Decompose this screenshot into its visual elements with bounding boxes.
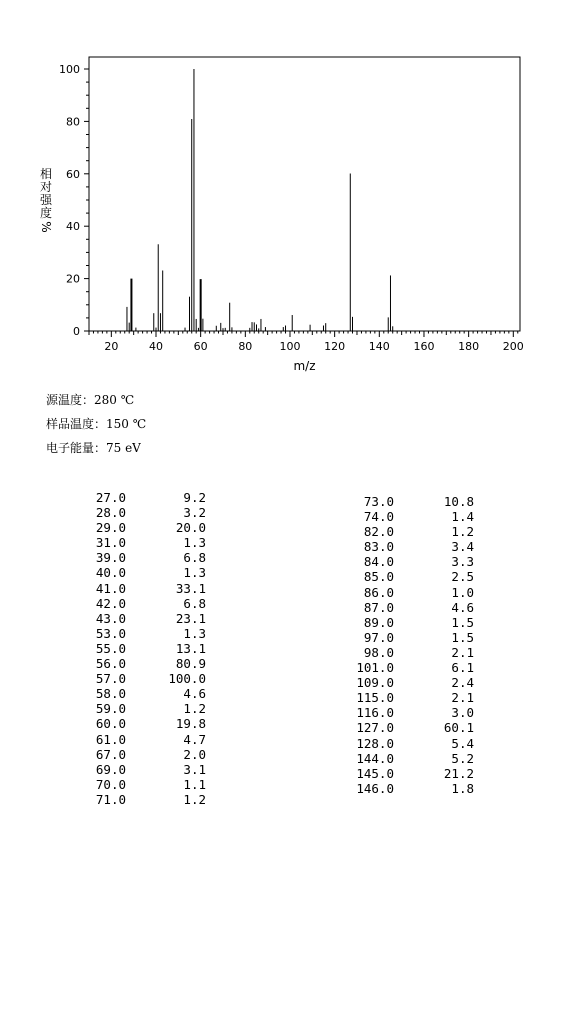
y-tick-label: 40 [66,220,80,234]
abundance-value: 19.8 [175,716,206,732]
y-tick-label: 100 [59,63,80,76]
table-row [314,675,474,690]
mz-value: 70.0 [95,776,126,792]
x-tick-label: 180 [458,340,480,353]
y-label-unit: % [39,221,53,233]
x-tick-label: 40 [148,340,163,353]
table-row [46,656,206,671]
abundance-value: 6.8 [183,595,206,611]
mz-value: 73.0 [363,494,394,509]
y-label-char: 对 [39,180,53,194]
mz-value: 85.0 [363,569,394,585]
mz-value: 60.0 [95,716,126,732]
table-row [46,792,206,807]
abundance-value: 2.4 [451,675,474,691]
x-tick-label: 120 [324,340,346,353]
table-row [314,569,474,584]
table-row [46,626,206,641]
table-row [314,554,474,569]
mz-value: 83.0 [363,539,394,555]
mz-value: 115.0 [356,690,394,706]
table-row [314,494,474,509]
mz-value: 59.0 [95,701,126,717]
table-row [46,671,206,686]
abundance-value: 1.3 [183,625,206,641]
mz-value: 97.0 [363,629,394,645]
abundance-value: 1.3 [183,565,206,581]
abundance-value: 9.2 [183,490,206,505]
mz-value: 109.0 [356,675,394,691]
abundance-value: 5.4 [451,735,474,751]
mz-value: 43.0 [95,610,126,626]
mass-spectrum-chart [0,0,570,380]
abundance-value: 33.1 [175,580,206,596]
table-row [314,705,474,720]
mz-value: 39.0 [95,550,126,566]
abundance-value: 3.3 [451,554,474,570]
table-row [314,660,474,675]
table-row [314,751,474,766]
x-tick-label: 140 [368,340,390,353]
abundance-value: 21.2 [443,765,474,781]
mz-value: 56.0 [95,656,126,672]
abundance-value: 4.6 [451,599,474,615]
peak-table-right [314,494,474,796]
y-axis-label [39,166,53,233]
table-row [314,720,474,735]
abundance-value: 1.5 [451,629,474,645]
source-temperature: 源温度：280 ℃ [46,393,135,407]
abundance-value: 4.6 [183,686,206,702]
mz-value: 57.0 [95,671,126,687]
mz-value: 89.0 [363,614,394,630]
abundance-value: 3.4 [451,539,474,555]
table-row [46,581,206,596]
mz-value: 87.0 [363,599,394,615]
x-axis-ticks [89,331,524,353]
mz-value: 84.0 [363,554,394,570]
abundance-value: 1.3 [183,535,206,551]
mz-value: 40.0 [95,565,126,581]
abundance-value: 6.8 [183,550,206,566]
table-row [314,781,474,796]
table-row [46,490,206,505]
abundance-value: 2.1 [451,644,474,660]
mz-value: 28.0 [95,505,126,521]
mz-value: 98.0 [363,644,394,660]
abundance-value: 3.1 [183,761,206,777]
mz-value: 116.0 [356,705,394,721]
abundance-value: 6.1 [451,660,474,676]
mz-value: 146.0 [356,780,394,796]
mz-value: 53.0 [95,625,126,641]
mz-value: 61.0 [95,731,126,747]
abundance-value: 10.8 [443,494,474,509]
table-row [46,732,206,747]
x-tick-label: 60 [193,340,208,353]
mz-value: 29.0 [95,520,126,536]
mz-value: 55.0 [95,640,126,656]
table-row [46,550,206,565]
y-tick-label: 80 [66,115,80,129]
table-row [46,762,206,777]
table-row [46,747,206,762]
x-tick-label: 160 [413,340,435,353]
table-row [46,596,206,611]
mz-value: 31.0 [95,535,126,551]
y-label-char: 度 [39,206,53,220]
abundance-value: 23.1 [175,610,206,626]
abundance-value: 5.2 [451,750,474,766]
table-row [314,585,474,600]
mz-value: 74.0 [363,509,394,525]
table-row [46,611,206,626]
y-tick-label: 20 [66,272,80,286]
abundance-value: 1.8 [451,780,474,796]
mz-value: 42.0 [95,595,126,611]
abundance-value: 13.1 [175,640,206,656]
y-label-char: 强 [39,193,53,207]
table-row [46,686,206,701]
mz-value: 67.0 [95,746,126,762]
x-tick-label: 200 [502,340,524,353]
table-row [314,690,474,705]
table-row [46,520,206,535]
table-row [46,505,206,520]
mz-value: 86.0 [363,584,394,600]
table-row [314,524,474,539]
abundance-value: 2.5 [451,569,474,585]
mz-value: 128.0 [356,735,394,751]
abundance-value: 1.0 [451,584,474,600]
mz-value: 71.0 [95,791,126,807]
y-tick-label: 0 [73,325,80,338]
abundance-value: 2.0 [183,746,206,762]
plot-border [89,57,520,331]
y-tick-label: 60 [66,167,80,181]
x-tick-label: 80 [238,340,253,353]
peaks [127,69,393,331]
mz-value: 27.0 [95,490,126,505]
abundance-value: 1.4 [451,509,474,525]
table-row [314,615,474,630]
table-row [46,777,206,792]
abundance-value: 60.1 [443,720,474,736]
abundance-value: 3.0 [451,705,474,721]
abundance-value: 1.5 [451,614,474,630]
abundance-value: 1.2 [451,524,474,540]
abundance-value: 2.1 [451,690,474,706]
sample-temperature: 样品温度：150 ℃ [46,417,147,431]
table-row [46,535,206,550]
abundance-value: 1.2 [183,791,206,807]
mz-value: 144.0 [356,750,394,766]
mz-value: 145.0 [356,765,394,781]
x-tick-label: 100 [279,340,301,353]
abundance-value: 80.9 [175,656,206,672]
y-axis-ticks [59,63,89,338]
electron-energy: 电子能量：75 eV [46,441,141,455]
abundance-value: 100.0 [168,671,206,687]
x-axis-label: m/z [293,359,316,373]
mz-value: 82.0 [363,524,394,540]
table-row [46,565,206,580]
table-row [46,701,206,716]
table-row [46,641,206,656]
abundance-value: 20.0 [175,520,206,536]
peak-table-left [46,490,206,807]
abundance-value: 4.7 [183,731,206,747]
mz-value: 41.0 [95,580,126,596]
acquisition-params [46,388,146,460]
y-label-char: 相 [39,167,53,181]
table-row [314,766,474,781]
table-row [314,600,474,615]
mz-value: 69.0 [95,761,126,777]
mz-value: 127.0 [356,720,394,736]
abundance-value: 3.2 [183,505,206,521]
plot-frame [89,57,520,331]
table-row [314,736,474,751]
table-row [314,645,474,660]
spectrum-svg [0,0,570,380]
x-tick-label: 20 [104,340,119,353]
mz-value: 101.0 [356,660,394,676]
abundance-value: 1.1 [183,776,206,792]
table-row [46,716,206,731]
table-row [314,630,474,645]
table-row [314,539,474,554]
abundance-value: 1.2 [183,701,206,717]
mz-value: 58.0 [95,686,126,702]
table-row [314,509,474,524]
